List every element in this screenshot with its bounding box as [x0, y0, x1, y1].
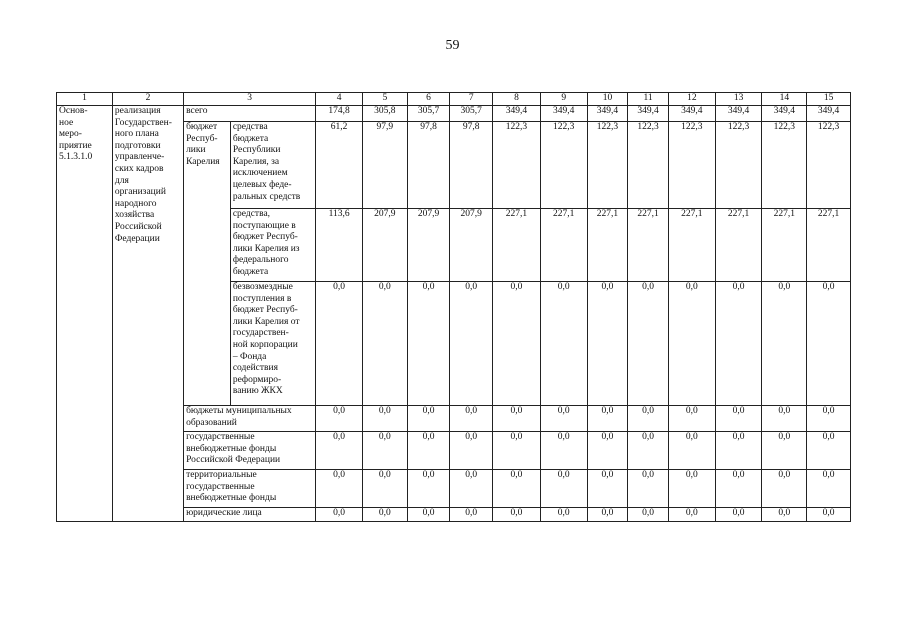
value-cell: 122,3	[668, 122, 715, 209]
value-cell: 349,4	[762, 106, 807, 122]
row-label	[184, 470, 316, 508]
value-cell: 0,0	[587, 508, 628, 522]
value-cell: 227,1	[668, 209, 715, 282]
header-cell: 14	[762, 93, 807, 106]
value-cell: 0,0	[316, 282, 363, 406]
value-cell: 349,4	[715, 106, 762, 122]
header-cell: 15	[807, 93, 851, 106]
value-cell: 0,0	[628, 282, 669, 406]
value-cell: 0,0	[316, 432, 363, 470]
text-line: бюджета	[232, 133, 269, 144]
value-cell: 0,0	[668, 432, 715, 470]
value-cell: 349,4	[807, 106, 851, 122]
text-line: организаций	[114, 187, 166, 198]
value-cell: 0,0	[807, 432, 851, 470]
value-cell: 174,8	[316, 106, 363, 122]
text-line: средства	[232, 122, 268, 132]
text-line: всего	[186, 106, 208, 116]
value-cell: 0,0	[807, 508, 851, 522]
header-cell: 10	[587, 93, 628, 106]
value-cell: 0,0	[493, 406, 541, 432]
value-cell: 0,0	[628, 470, 669, 508]
value-cell: 0,0	[668, 406, 715, 432]
text-line: бюджет	[186, 122, 218, 132]
text-line: для	[114, 175, 129, 186]
text-line: бюджет Респуб-	[232, 232, 298, 243]
text-line: содействия	[232, 363, 278, 374]
value-cell: 122,3	[540, 122, 587, 209]
value-cell: 349,4	[628, 106, 669, 122]
text-line: Карелия	[186, 156, 220, 167]
value-cell: 227,1	[587, 209, 628, 282]
text-line: поступления в	[232, 293, 292, 304]
value-cell: 0,0	[450, 282, 493, 406]
value-cell: 97,8	[450, 122, 493, 209]
value-cell: 0,0	[540, 432, 587, 470]
value-cell: 0,0	[407, 406, 450, 432]
header-cell: 4	[316, 93, 363, 106]
row-label	[230, 209, 315, 282]
text-line: государствен-	[232, 328, 289, 339]
text-line: народного	[114, 198, 157, 209]
value-cell: 122,3	[715, 122, 762, 209]
text-line: Карелия, за	[232, 156, 280, 167]
text-line: ного плана	[114, 129, 159, 140]
value-cell: 0,0	[715, 406, 762, 432]
text-line: ное	[59, 117, 74, 128]
text-line: государственные	[186, 481, 255, 492]
text-line: реформиро-	[232, 374, 282, 385]
value-cell: 0,0	[493, 432, 541, 470]
value-cell: 0,0	[493, 282, 541, 406]
value-cell: 227,1	[762, 209, 807, 282]
budget-group-label	[184, 122, 231, 406]
value-cell: 0,0	[316, 406, 363, 432]
value-cell: 0,0	[407, 470, 450, 508]
value-cell: 349,4	[540, 106, 587, 122]
value-cell: 0,0	[316, 470, 363, 508]
value-cell: 0,0	[807, 282, 851, 406]
value-cell: 0,0	[628, 508, 669, 522]
value-cell: 0,0	[450, 406, 493, 432]
text-line: исключением	[232, 168, 288, 179]
value-cell: 227,1	[628, 209, 669, 282]
row-label	[184, 508, 316, 522]
value-cell: 227,1	[715, 209, 762, 282]
value-cell: 61,2	[316, 122, 363, 209]
row-label	[184, 106, 316, 122]
text-line: приятие	[59, 140, 92, 151]
header-cell: 11	[628, 93, 669, 106]
text-line: лики Карелия из	[232, 243, 300, 254]
value-cell: 349,4	[668, 106, 715, 122]
value-cell: 207,9	[362, 209, 407, 282]
header-cell: 1	[57, 93, 113, 106]
value-cell: 0,0	[762, 508, 807, 522]
header-cell: 3	[184, 93, 316, 106]
text-line: реализация	[114, 106, 161, 116]
value-cell: 0,0	[407, 432, 450, 470]
text-line: ских кадров	[114, 163, 164, 174]
text-line: федерального	[232, 255, 289, 266]
text-line: территориальные	[186, 470, 257, 480]
text-line: целевых феде-	[232, 179, 292, 190]
value-cell: 0,0	[540, 508, 587, 522]
text-line: 5.1.3.1.0	[59, 152, 93, 163]
value-cell: 0,0	[362, 406, 407, 432]
text-line: Российской Федерации	[186, 455, 281, 466]
text-line: Федерации	[114, 233, 160, 244]
text-line: Государствен-	[114, 117, 172, 128]
value-cell: 0,0	[587, 282, 628, 406]
value-cell: 0,0	[407, 508, 450, 522]
text-line: ной корпорации	[232, 339, 298, 350]
value-cell: 0,0	[762, 432, 807, 470]
value-cell: 0,0	[362, 470, 407, 508]
value-cell: 0,0	[362, 432, 407, 470]
value-cell: 122,3	[493, 122, 541, 209]
text-line: бюджет Респуб-	[232, 305, 298, 316]
text-line: Респуб-	[186, 133, 218, 144]
text-line: меро-	[59, 129, 82, 140]
text-line: лики Карелия от	[232, 316, 300, 327]
value-cell: 0,0	[807, 470, 851, 508]
header-cell: 8	[493, 93, 541, 106]
value-cell: 0,0	[362, 282, 407, 406]
value-cell: 0,0	[493, 508, 541, 522]
value-cell: 0,0	[762, 282, 807, 406]
text-line: образований	[186, 417, 237, 428]
row-label	[230, 122, 315, 209]
text-line: юридические лица	[186, 508, 262, 518]
text-line: поступающие в	[232, 220, 296, 231]
value-cell: 207,9	[407, 209, 450, 282]
text-line: лики	[186, 145, 206, 156]
budget-table	[56, 92, 851, 522]
table-row-total	[57, 106, 851, 122]
text-line: ванию ЖКХ	[232, 386, 283, 397]
header-cell: 5	[362, 93, 407, 106]
text-line: бюджета	[232, 266, 269, 277]
text-line: Основ-	[59, 106, 88, 116]
value-cell: 97,8	[407, 122, 450, 209]
text-line: внебюджетные фонды	[186, 493, 277, 504]
value-cell: 0,0	[587, 470, 628, 508]
header-cell: 2	[112, 93, 183, 106]
value-cell: 0,0	[762, 470, 807, 508]
header-cell: 13	[715, 93, 762, 106]
value-cell: 0,0	[540, 282, 587, 406]
value-cell: 349,4	[587, 106, 628, 122]
text-line: подготовки	[114, 140, 161, 151]
row-label	[184, 432, 316, 470]
value-cell: 0,0	[628, 406, 669, 432]
header-cell: 12	[668, 93, 715, 106]
text-line: государственные	[186, 432, 255, 442]
value-cell: 207,9	[450, 209, 493, 282]
text-line: бюджеты муниципальных	[186, 406, 292, 416]
value-cell: 0,0	[715, 282, 762, 406]
value-cell: 0,0	[807, 406, 851, 432]
value-cell: 0,0	[668, 508, 715, 522]
text-line: Российской	[114, 221, 162, 232]
value-cell: 227,1	[540, 209, 587, 282]
value-cell: 227,1	[493, 209, 541, 282]
value-cell: 122,3	[587, 122, 628, 209]
value-cell: 0,0	[540, 470, 587, 508]
value-cell: 113,6	[316, 209, 363, 282]
value-cell: 0,0	[668, 470, 715, 508]
row-label	[184, 406, 316, 432]
header-cell: 6	[407, 93, 450, 106]
value-cell: 122,3	[628, 122, 669, 209]
value-cell: 0,0	[540, 406, 587, 432]
activity-name	[112, 106, 183, 522]
value-cell: 97,9	[362, 122, 407, 209]
text-line: средства,	[232, 209, 271, 219]
row-label	[230, 282, 315, 406]
value-cell: 305,7	[450, 106, 493, 122]
value-cell: 122,3	[807, 122, 851, 209]
header-cell: 9	[540, 93, 587, 106]
text-line: Республики	[232, 145, 281, 156]
text-line: управленче-	[114, 152, 165, 163]
value-cell: 0,0	[450, 432, 493, 470]
value-cell: 0,0	[715, 508, 762, 522]
value-cell: 0,0	[762, 406, 807, 432]
value-cell: 0,0	[587, 432, 628, 470]
value-cell: 0,0	[362, 508, 407, 522]
value-cell: 0,0	[715, 470, 762, 508]
value-cell: 122,3	[762, 122, 807, 209]
value-cell: 0,0	[715, 432, 762, 470]
header-row	[57, 93, 851, 106]
value-cell: 0,0	[493, 470, 541, 508]
value-cell: 305,8	[362, 106, 407, 122]
text-line: безвозмездные	[232, 282, 293, 292]
value-cell: 0,0	[407, 282, 450, 406]
value-cell: 0,0	[450, 470, 493, 508]
header-cell: 7	[450, 93, 493, 106]
text-line: – Фонда	[232, 351, 267, 362]
value-cell: 227,1	[807, 209, 851, 282]
activity-code	[57, 106, 113, 522]
text-line: хозяйства	[114, 210, 155, 221]
value-cell: 0,0	[668, 282, 715, 406]
value-cell: 0,0	[587, 406, 628, 432]
value-cell: 305,7	[407, 106, 450, 122]
value-cell: 0,0	[316, 508, 363, 522]
text-line: ральных средств	[232, 191, 301, 202]
page-number: 59	[445, 38, 460, 53]
text-line: внебюджетные фонды	[186, 443, 277, 454]
value-cell: 0,0	[628, 432, 669, 470]
value-cell: 349,4	[493, 106, 541, 122]
value-cell: 0,0	[450, 508, 493, 522]
